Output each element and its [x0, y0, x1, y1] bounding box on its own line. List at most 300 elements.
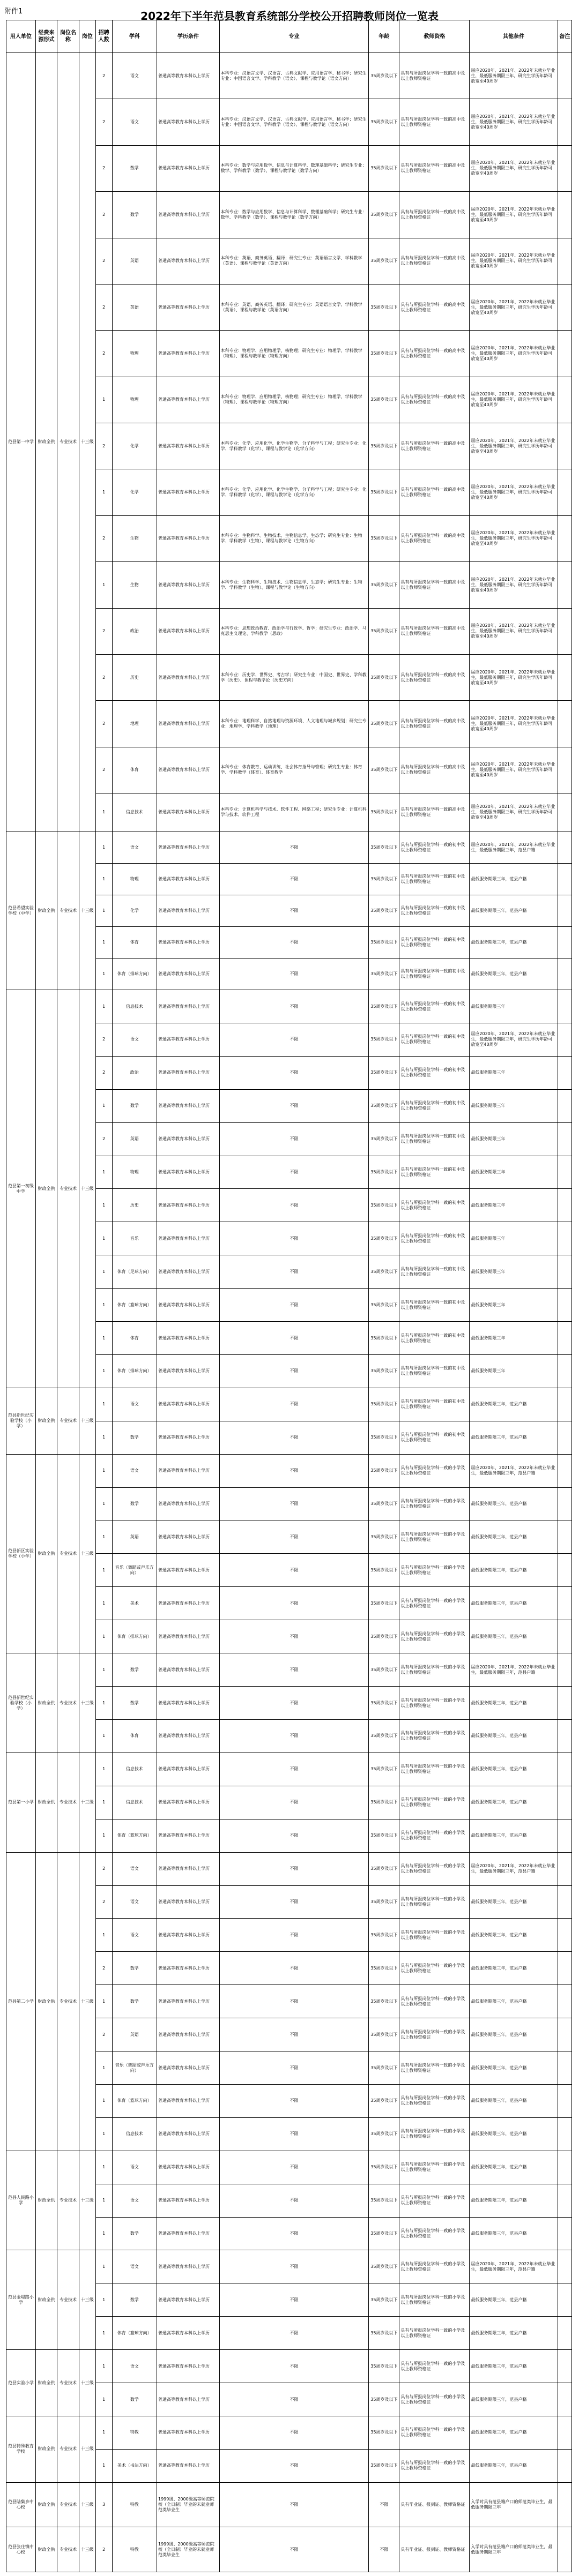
cell-rank: 十三级 — [79, 832, 95, 990]
cell-age: 35周岁及以下 — [369, 1023, 399, 1056]
cell-remark — [558, 1388, 571, 1421]
recruitment-table — [6, 20, 572, 2572]
cell-certificate: 具有与所报岗位学科一致的高中及以上教师资格证 — [399, 192, 470, 238]
cell-unit: 范县新区实验学校（小学） — [6, 1454, 36, 1653]
cell-count: 1 — [95, 958, 112, 990]
cell-education: 普通高等教育本科以上学历 — [157, 1421, 219, 1454]
cell-count: 1 — [95, 1753, 112, 1786]
cell-unit: 范县第一小学 — [6, 1753, 36, 1852]
cell-education: 普通高等教育本科以上学历 — [157, 1487, 219, 1521]
cell-certificate: 具有与所报岗位学科一致的小学及以上教师资格证 — [399, 1719, 470, 1753]
cell-education: 普通高等教育本科以上学历 — [157, 2283, 219, 2317]
cell-count: 1 — [95, 2283, 112, 2317]
cell-other: 届应2020年、2021年、2022年未就业毕业生，最低服务期限三年，研究生学历年龄可放宽至40周岁 — [470, 1023, 558, 1056]
cell-remark — [558, 2084, 571, 2117]
cell-education: 普通高等教育本科以上学历 — [157, 1786, 219, 1819]
cell-major: 不限 — [219, 1421, 369, 1454]
header-rank: 岗位 — [79, 20, 95, 53]
table-row — [6, 2151, 572, 2184]
cell-major: 不限 — [219, 1852, 369, 1885]
cell-remark — [558, 2151, 571, 2184]
cell-count: 1 — [95, 1521, 112, 1554]
cell-unit: 范县陆集乡中心校 — [6, 2482, 36, 2527]
cell-major: 本科专业：物理学、应用物理学、核物理；研究生专业：物理学、学科教学（物理）、课程与教学论（物理方向） — [219, 377, 369, 423]
cell-count: 1 — [95, 1089, 112, 1122]
cell-other: 最低服务期限三年，范县户籍 — [470, 1487, 558, 1521]
cell-count: 1 — [95, 1786, 112, 1819]
cell-count: 1 — [95, 1653, 112, 1687]
cell-age: 35周岁及以下 — [369, 1919, 399, 1952]
cell-certificate: 具有与所报岗位学科一致的小学及以上教师资格证 — [399, 2184, 470, 2217]
cell-unit: 范县第二小学 — [6, 1852, 36, 2151]
cell-subject: 语文 — [112, 1023, 157, 1056]
cell-remark — [558, 238, 571, 284]
cell-count: 2 — [95, 192, 112, 238]
cell-count: 1 — [95, 562, 112, 608]
cell-certificate: 具有与所报岗位学科一致的高中及以上教师资格证 — [399, 469, 470, 515]
cell-major: 本科专业：化学、应用化学、化学生物学、分子科学与工程；研究生专业：化学、学科教学（化学）、课程与教学论（化学方向） — [219, 469, 369, 515]
cell-major: 不限 — [219, 1719, 369, 1753]
cell-education: 普通高等教育本科以上学历 — [157, 1355, 219, 1388]
cell-certificate: 具有与所报岗位学科一致的小学及以上教师资格证 — [399, 2383, 470, 2416]
cell-count: 1 — [95, 1355, 112, 1388]
cell-age: 35周岁及以下 — [369, 958, 399, 990]
cell-age: 35周岁及以下 — [369, 145, 399, 191]
cell-post: 专业技术 — [57, 1753, 79, 1852]
cell-education: 普通高等教育本科以上学历 — [157, 1322, 219, 1355]
cell-count: 1 — [95, 2317, 112, 2350]
cell-rank: 十三级 — [79, 2350, 95, 2416]
cell-count: 2 — [95, 2018, 112, 2051]
cell-education: 普通高等教育本科以上学历 — [157, 608, 219, 654]
cell-post: 专业技术 — [57, 1388, 79, 1454]
cell-certificate: 具有与所报岗位学科一致的初中及以上教师资格证 — [399, 1355, 470, 1388]
cell-certificate: 具有与所报岗位学科一致的高中及以上教师资格证 — [399, 562, 470, 608]
cell-count: 1 — [95, 1156, 112, 1189]
cell-certificate: 具有与所报岗位学科一致的初中及以上教师资格证 — [399, 1388, 470, 1421]
cell-age: 35周岁及以下 — [369, 1454, 399, 1487]
cell-rank: 十三级 — [79, 1454, 95, 1653]
cell-education: 普通高等教育本科以上学历 — [157, 747, 219, 793]
cell-age: 35周岁及以下 — [369, 793, 399, 832]
cell-fund: 财政全供 — [35, 2350, 57, 2416]
cell-subject: 体育 — [112, 747, 157, 793]
cell-other: 最低服务期限三年，范县户籍 — [470, 1819, 558, 1852]
cell-count: 2 — [95, 284, 112, 330]
cell-education: 普通高等教育本科以上学历 — [157, 2184, 219, 2217]
cell-major: 不限 — [219, 1587, 369, 1620]
cell-subject: 特教 — [112, 2482, 157, 2527]
cell-education: 普通高等教育本科以上学历 — [157, 1919, 219, 1952]
cell-count: 2 — [95, 145, 112, 191]
cell-subject: 语文 — [112, 1919, 157, 1952]
cell-subject: 体育 — [112, 1322, 157, 1355]
cell-certificate: 具有与所报岗位学科一致的小学及以上教师资格证 — [399, 2317, 470, 2350]
cell-major: 不限 — [219, 2527, 369, 2572]
cell-subject: 音乐 — [112, 1222, 157, 1255]
cell-education: 普通高等教育本科以上学历 — [157, 331, 219, 377]
table-row — [6, 990, 572, 1023]
cell-age: 35周岁及以下 — [369, 1554, 399, 1587]
cell-certificate: 具有与所报岗位学科一致的高中及以上教师资格证 — [399, 284, 470, 330]
cell-count: 1 — [95, 2217, 112, 2250]
cell-age: 35周岁及以下 — [369, 608, 399, 654]
cell-education: 普通高等教育本科以上学历 — [157, 1122, 219, 1156]
cell-other: 最低服务期限三年，范县户籍 — [470, 2018, 558, 2051]
cell-age: 不限 — [369, 2527, 399, 2572]
cell-age: 不限 — [369, 2482, 399, 2527]
cell-certificate: 具有与所报岗位学科一致的小学及以上教师资格证 — [399, 1919, 470, 1952]
cell-major: 不限 — [219, 1454, 369, 1487]
cell-certificate: 具有与所报岗位学科一致的小学及以上教师资格证 — [399, 1753, 470, 1786]
cell-other: 最低服务期限三年，范县户籍 — [470, 927, 558, 958]
cell-count: 1 — [95, 1322, 112, 1355]
cell-education: 普通高等教育本科以上学历 — [157, 2018, 219, 2051]
cell-subject: 信息技术 — [112, 990, 157, 1023]
cell-certificate: 具有与所报岗位学科一致的小学及以上教师资格证 — [399, 2416, 470, 2450]
cell-age: 35周岁及以下 — [369, 2317, 399, 2350]
cell-remark — [558, 608, 571, 654]
table-row — [6, 832, 572, 863]
cell-education: 普通高等教育本科以上学历 — [157, 2217, 219, 2250]
cell-education: 普通高等教育本科以上学历 — [157, 958, 219, 990]
cell-major: 不限 — [219, 1255, 369, 1289]
cell-count: 2 — [95, 53, 112, 99]
cell-subject: 信息技术 — [112, 1786, 157, 1819]
cell-rank: 十三级 — [79, 2416, 95, 2483]
cell-major: 本科专业：英语、商务英语、翻译；研究生专业：英语语言文学、学科教学（英语）、课程与教学论（英语方向） — [219, 238, 369, 284]
cell-age: 35周岁及以下 — [369, 1255, 399, 1289]
cell-remark — [558, 1852, 571, 1885]
header-fund: 经费来源形式 — [35, 20, 57, 53]
cell-remark — [558, 1222, 571, 1255]
cell-certificate: 具有与所报岗位学科一致的小学及以上教师资格证 — [399, 2283, 470, 2317]
cell-age: 35周岁及以下 — [369, 1355, 399, 1388]
cell-fund: 财政全供 — [35, 990, 57, 1388]
cell-certificate: 具有与所报岗位学科一致的小学及以上教师资格证 — [399, 1454, 470, 1487]
cell-count: 1 — [95, 2416, 112, 2450]
cell-unit: 范县希望实验学校（中学） — [6, 832, 36, 990]
cell-count: 1 — [95, 1421, 112, 1454]
cell-education: 普通高等教育本科以上学历 — [157, 53, 219, 99]
cell-education: 普通高等教育本科以上学历 — [157, 793, 219, 832]
cell-major: 不限 — [219, 1189, 369, 1222]
table-row — [6, 1653, 572, 1687]
cell-remark — [558, 331, 571, 377]
cell-count: 1 — [95, 1554, 112, 1587]
cell-age: 35周岁及以下 — [369, 1487, 399, 1521]
cell-certificate: 具有与所报岗位学科一致的高中及以上教师资格证 — [399, 423, 470, 469]
cell-remark — [558, 2217, 571, 2250]
cell-age: 35周岁及以下 — [369, 1952, 399, 1985]
cell-other: 入学时具有范县籍户口的师范类毕业生，最低服务期限三年 — [470, 2527, 558, 2572]
cell-remark — [558, 1255, 571, 1289]
cell-count: 1 — [95, 469, 112, 515]
cell-certificate: 具有与所报岗位学科一致的高中及以上教师资格证 — [399, 654, 470, 700]
cell-age: 35周岁及以下 — [369, 1089, 399, 1122]
cell-major: 不限 — [219, 1985, 369, 2018]
cell-other: 最低服务期限三年，范县户籍 — [470, 1885, 558, 1919]
cell-certificate: 具有与所报岗位学科一致的初中及以上教师资格证 — [399, 990, 470, 1023]
cell-subject: 体育（排球方向） — [112, 1355, 157, 1388]
table-row — [6, 1753, 572, 1786]
cell-rank: 十三级 — [79, 53, 95, 832]
cell-subject: 语文 — [112, 2184, 157, 2217]
cell-count: 2 — [95, 1056, 112, 1089]
attachment-label: 附件1 — [4, 8, 23, 16]
cell-other: 最低服务期限三年 — [470, 990, 558, 1023]
cell-major: 本科专业：生物科学、生物技术、生物信息学、生态学；研究生专业：生物学、学科教学（生物）、课程与教学论（生物方向） — [219, 562, 369, 608]
cell-education: 普通高等教育本科以上学历 — [157, 2117, 219, 2151]
cell-other: 最低服务期限三年，范县户籍 — [470, 863, 558, 895]
cell-education: 普通高等教育本科以上学历 — [157, 1819, 219, 1852]
cell-rank: 十三级 — [79, 2250, 95, 2350]
cell-age: 35周岁及以下 — [369, 2051, 399, 2085]
cell-education: 普通高等教育本科以上学历 — [157, 99, 219, 145]
cell-age: 35周岁及以下 — [369, 469, 399, 515]
cell-count: 2 — [95, 1023, 112, 1056]
cell-remark — [558, 958, 571, 990]
cell-remark — [558, 2117, 571, 2151]
cell-certificate: 具有与所报岗位学科一致的小学及以上教师资格证 — [399, 2018, 470, 2051]
cell-education: 普通高等教育本科以上学历 — [157, 562, 219, 608]
cell-subject: 语文 — [112, 2250, 157, 2283]
cell-other: 最低服务期限三年 — [470, 1289, 558, 1322]
cell-education: 普通高等教育本科以上学历 — [157, 377, 219, 423]
table-row — [6, 2416, 572, 2450]
cell-major: 不限 — [219, 1620, 369, 1653]
cell-major: 不限 — [219, 2482, 369, 2527]
cell-other: 最低服务期限三年，范县户籍 — [470, 1786, 558, 1819]
cell-other: 最低服务期限三年，范县户籍 — [470, 2449, 558, 2482]
cell-subject: 音乐（舞蹈或声乐方向） — [112, 2051, 157, 2085]
cell-count: 1 — [95, 1819, 112, 1852]
cell-other: 届应2020年、2021年、2022年未就业毕业生，最低服务期限三年，研究生学历年龄可放宽至40周岁 — [470, 701, 558, 747]
cell-remark — [558, 423, 571, 469]
cell-post: 专业技术 — [57, 1653, 79, 1753]
cell-age: 35周岁及以下 — [369, 2217, 399, 2250]
cell-age: 35周岁及以下 — [369, 1222, 399, 1255]
cell-other: 届应2020年、2021年、2022年未就业毕业生，最低服务期限三年，研究生学历年龄可放宽至40周岁 — [470, 562, 558, 608]
cell-unit: 范县张庄镇中心校 — [6, 2527, 36, 2572]
cell-certificate: 具有与所报岗位学科一致的小学及以上教师资格证 — [399, 2250, 470, 2283]
cell-count: 1 — [95, 1255, 112, 1289]
cell-certificate: 具有与所报岗位学科一致的初中及以上教师资格证 — [399, 1289, 470, 1322]
cell-remark — [558, 1719, 571, 1753]
cell-count: 1 — [95, 2151, 112, 2184]
cell-other: 最低服务期限三年，范县户籍 — [470, 1919, 558, 1952]
cell-count: 2 — [95, 2527, 112, 2572]
cell-education: 普通高等教育本科以上学历 — [157, 1255, 219, 1289]
cell-remark — [558, 2184, 571, 2217]
cell-fund: 财政全供 — [35, 2250, 57, 2350]
cell-post: 专业技术 — [57, 1852, 79, 2151]
cell-unit: 范县人民路小学 — [6, 2151, 36, 2250]
cell-other: 最低服务期限三年，范县户籍 — [470, 895, 558, 927]
cell-age: 35周岁及以下 — [369, 1322, 399, 1355]
cell-age: 35周岁及以下 — [369, 1985, 399, 2018]
cell-other: 最低服务期限三年，范县户籍 — [470, 1521, 558, 1554]
cell-major: 不限 — [219, 1322, 369, 1355]
cell-age: 35周岁及以下 — [369, 1289, 399, 1322]
cell-remark — [558, 1289, 571, 1322]
cell-unit: 范县新世纪实验学校（小学） — [6, 1388, 36, 1454]
cell-count: 1 — [95, 1919, 112, 1952]
cell-subject: 化学 — [112, 423, 157, 469]
cell-other: 最低服务期限三年，范县户籍 — [470, 1719, 558, 1753]
cell-other: 最低服务期限三年，范县户籍 — [470, 1620, 558, 1653]
cell-certificate: 具有与所报岗位学科一致的小学及以上教师资格证 — [399, 1587, 470, 1620]
cell-education: 普通高等教育本科以上学历 — [157, 701, 219, 747]
cell-count: 2 — [95, 1885, 112, 1919]
cell-education: 普通高等教育本科以上学历 — [157, 1222, 219, 1255]
cell-subject: 地理 — [112, 701, 157, 747]
cell-remark — [558, 2449, 571, 2482]
cell-certificate: 具有与所报岗位学科一致的小学及以上教师资格证 — [399, 1819, 470, 1852]
cell-age: 35周岁及以下 — [369, 832, 399, 863]
cell-remark — [558, 2317, 571, 2350]
cell-age: 35周岁及以下 — [369, 423, 399, 469]
cell-major: 不限 — [219, 1819, 369, 1852]
cell-certificate: 具有与所报岗位学科一致的高中及以上教师资格证 — [399, 377, 470, 423]
cell-certificate: 具有与所报岗位学科一致的小学及以上教师资格证 — [399, 2449, 470, 2482]
cell-post: 专业技术 — [57, 2527, 79, 2572]
cell-major: 不限 — [219, 2184, 369, 2217]
cell-fund: 财政全供 — [35, 2151, 57, 2250]
cell-rank: 十三级 — [79, 2151, 95, 2250]
cell-other: 最低服务期限三年，范县户籍 — [470, 2283, 558, 2317]
cell-age: 35周岁及以下 — [369, 1388, 399, 1421]
cell-certificate: 具有毕业证、报到证、教师资格证 — [399, 2527, 470, 2572]
cell-age: 35周岁及以下 — [369, 1421, 399, 1454]
cell-subject: 音乐（舞蹈或声乐方向） — [112, 1554, 157, 1587]
cell-age: 35周岁及以下 — [369, 2283, 399, 2317]
cell-major: 不限 — [219, 1521, 369, 1554]
table-row — [6, 2350, 572, 2383]
cell-remark — [558, 1819, 571, 1852]
cell-certificate: 具有与所报岗位学科一致的小学及以上教师资格证 — [399, 1985, 470, 2018]
cell-subject: 信息技术 — [112, 2117, 157, 2151]
cell-other: 届应2020年、2021年、2022年未就业毕业生，最低服务期限三年，研究生学历年龄可放宽至40周岁 — [470, 515, 558, 561]
cell-other: 届应2020年、2021年、2022年未就业毕业生，最低服务期限三年，研究生学历年龄可放宽至40周岁 — [470, 331, 558, 377]
table-row — [6, 2250, 572, 2283]
cell-count: 1 — [95, 2449, 112, 2482]
cell-major: 不限 — [219, 2350, 369, 2383]
cell-education: 普通高等教育本科以上学历 — [157, 2084, 219, 2117]
cell-major: 本科专业：思想政治教育、政治学与行政学、哲学；研究生专业：政治学、马克思主义理论、学科教学（思政） — [219, 608, 369, 654]
cell-major: 不限 — [219, 2117, 369, 2151]
cell-fund: 财政全供 — [35, 1454, 57, 1653]
cell-unit: 范县第一初级中学 — [6, 990, 36, 1388]
cell-education: 普通高等教育本科以上学历 — [157, 1719, 219, 1753]
cell-count: 2 — [95, 747, 112, 793]
header-age: 年龄 — [369, 20, 399, 53]
cell-other: 届应2020年、2021年、2022年未就业毕业生，最低服务期限三年，研究生学历年龄可放宽至40周岁 — [470, 654, 558, 700]
cell-subject: 信息技术 — [112, 1753, 157, 1786]
cell-subject: 语文 — [112, 1852, 157, 1885]
cell-major: 不限 — [219, 990, 369, 1023]
cell-subject: 体育 — [112, 927, 157, 958]
cell-age: 35周岁及以下 — [369, 654, 399, 700]
cell-age: 35周岁及以下 — [369, 1719, 399, 1753]
cell-major: 不限 — [219, 1056, 369, 1089]
header-major: 专业 — [219, 20, 369, 53]
cell-certificate: 具有与所报岗位学科一致的小学及以上教师资格证 — [399, 1852, 470, 1885]
cell-remark — [558, 654, 571, 700]
cell-age: 35周岁及以下 — [369, 2018, 399, 2051]
cell-fund: 财政全供 — [35, 2416, 57, 2483]
cell-age: 35周岁及以下 — [369, 2250, 399, 2283]
cell-age: 35周岁及以下 — [369, 1189, 399, 1222]
header-certificate: 教师资格 — [399, 20, 470, 53]
cell-remark — [558, 1587, 571, 1620]
cell-rank: 十三级 — [79, 990, 95, 1388]
header-post: 岗位名称 — [57, 20, 79, 53]
cell-education: 普通高等教育本科以上学历 — [157, 1023, 219, 1056]
cell-subject: 物理 — [112, 863, 157, 895]
cell-education: 普通高等教育本科以上学历 — [157, 2383, 219, 2416]
cell-other: 届应2020年、2021年、2022年未就业毕业生，最低服务期限三年，研究生学历年龄可放宽至40周岁 — [470, 53, 558, 99]
cell-certificate: 具有与所报岗位学科一致的小学及以上教师资格证 — [399, 1786, 470, 1819]
cell-count: 2 — [95, 1952, 112, 1985]
cell-remark — [558, 1089, 571, 1122]
cell-age: 35周岁及以下 — [369, 284, 399, 330]
cell-major: 本科专业：英语、商务英语、翻译；研究生专业：英语语言文学、学科教学（英语）、课程与教学论（英语方向） — [219, 284, 369, 330]
cell-certificate: 具有与所报岗位学科一致的小学及以上教师资格证 — [399, 1521, 470, 1554]
cell-subject: 体育（篮球方向） — [112, 2317, 157, 2350]
cell-rank: 十三级 — [79, 1753, 95, 1852]
cell-education: 普通高等教育本科以上学历 — [157, 2416, 219, 2450]
cell-major: 不限 — [219, 832, 369, 863]
cell-subject: 英语 — [112, 1521, 157, 1554]
cell-count: 1 — [95, 863, 112, 895]
cell-other: 最低服务期限三年 — [470, 1255, 558, 1289]
cell-other: 最低服务期限三年，范县户籍 — [470, 2184, 558, 2217]
cell-age: 35周岁及以下 — [369, 2350, 399, 2383]
cell-post: 专业技术 — [57, 2250, 79, 2350]
cell-certificate: 具有与所报岗位学科一致的初中及以上教师资格证 — [399, 1023, 470, 1056]
cell-other: 最低服务期限三年，范县户籍 — [470, 2317, 558, 2350]
cell-count: 1 — [95, 1687, 112, 1720]
cell-age: 35周岁及以下 — [369, 747, 399, 793]
cell-subject: 语文 — [112, 1454, 157, 1487]
cell-count: 2 — [95, 331, 112, 377]
cell-age: 35周岁及以下 — [369, 2416, 399, 2450]
cell-education: 普通高等教育本科以上学历 — [157, 832, 219, 863]
cell-age: 35周岁及以下 — [369, 515, 399, 561]
cell-education: 普通高等教育本科以上学历 — [157, 1554, 219, 1587]
cell-subject: 化学 — [112, 895, 157, 927]
cell-remark — [558, 1885, 571, 1919]
cell-remark — [558, 2482, 571, 2527]
cell-age: 35周岁及以下 — [369, 331, 399, 377]
cell-other: 最低服务期限三年 — [470, 1189, 558, 1222]
cell-subject: 数学 — [112, 1653, 157, 1687]
cell-certificate: 具有与所报岗位学科一致的高中及以上教师资格证 — [399, 793, 470, 832]
cell-education: 普通高等教育本科以上学历 — [157, 1620, 219, 1653]
cell-fund: 财政全供 — [35, 2527, 57, 2572]
cell-certificate: 具有与所报岗位学科一致的高中及以上教师资格证 — [399, 608, 470, 654]
cell-major: 不限 — [219, 1653, 369, 1687]
cell-certificate: 具有与所报岗位学科一致的初中及以上教师资格证 — [399, 1189, 470, 1222]
cell-remark — [558, 863, 571, 895]
cell-remark — [558, 2018, 571, 2051]
cell-rank: 十三级 — [79, 1852, 95, 2151]
cell-unit: 范县特殊教育学校 — [6, 2416, 36, 2483]
cell-age: 35周岁及以下 — [369, 1620, 399, 1653]
cell-education: 普通高等教育本科以上学历 — [157, 238, 219, 284]
cell-remark — [558, 99, 571, 145]
